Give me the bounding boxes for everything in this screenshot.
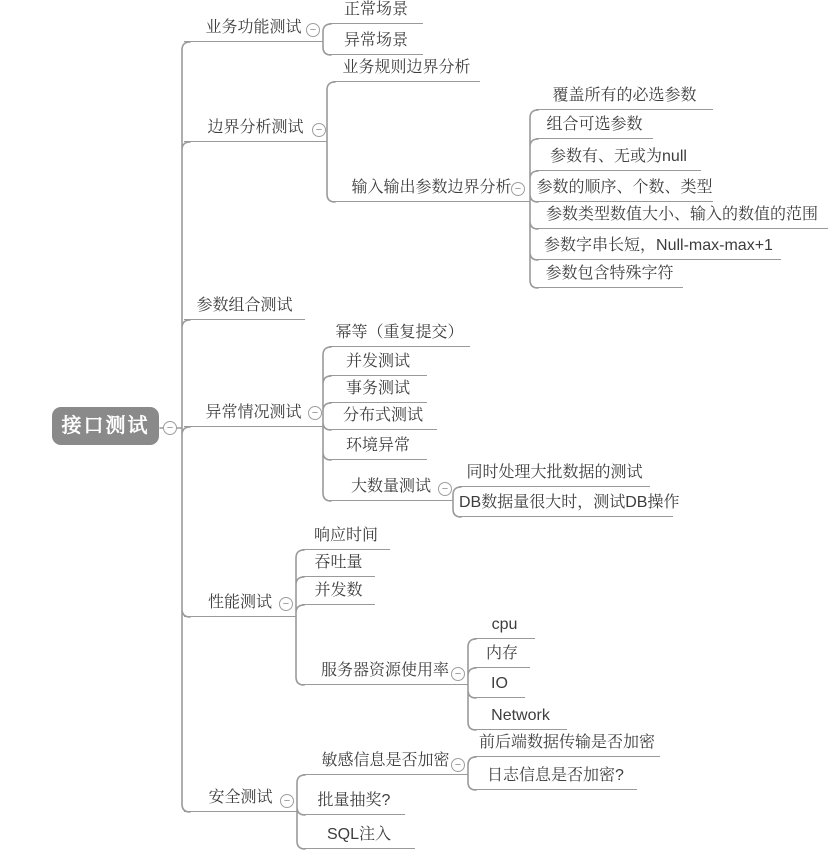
leaf-io[interactable]: IO xyxy=(474,672,525,698)
node-io-param-boundary[interactable]: 输入输出参数边界分析 xyxy=(333,176,530,202)
topic-param-combination-test[interactable]: 参数组合测试 xyxy=(184,294,305,320)
leaf-cover-required-params[interactable]: 覆盖所有的必选参数 xyxy=(536,84,713,110)
collapse-badge-security[interactable]: − xyxy=(280,794,294,808)
leaf-transport-encryption[interactable]: 前后端数据传输是否加密 xyxy=(474,731,660,757)
leaf-param-string-length[interactable]: 参数字串长短，Null-max-max+1 xyxy=(536,234,781,260)
leaf-memory[interactable]: 内存 xyxy=(474,642,530,668)
leaf-environment-exception[interactable]: 环境异常 xyxy=(329,434,427,460)
leaf-network[interactable]: Network xyxy=(474,704,567,730)
leaf-concurrency-count[interactable]: 并发数 xyxy=(302,579,375,605)
collapse-badge-root[interactable]: − xyxy=(163,421,177,435)
leaf-concurrency-test[interactable]: 并发测试 xyxy=(329,350,427,376)
collapse-badge-big-data[interactable]: − xyxy=(438,482,452,496)
leaf-batch-lottery[interactable]: 批量抽奖? xyxy=(303,789,405,815)
leaf-param-null[interactable]: 参数有、无或为null xyxy=(536,145,701,171)
collapse-badge-boundary-analysis[interactable]: − xyxy=(312,123,326,137)
collapse-badge-io-param-boundary[interactable]: − xyxy=(511,182,525,196)
leaf-throughput[interactable]: 吞吐量 xyxy=(302,551,375,577)
collapse-badge-business-function[interactable]: − xyxy=(306,23,320,37)
root-topic[interactable]: 接口测试 xyxy=(52,407,159,445)
leaf-normal-scenario[interactable]: 正常场景 xyxy=(329,0,423,24)
collapse-badge-server-resource[interactable]: − xyxy=(451,667,465,681)
leaf-cpu[interactable]: cpu xyxy=(474,613,535,639)
leaf-sql-injection[interactable]: SQL注入 xyxy=(303,823,415,849)
leaf-param-special-chars[interactable]: 参数包含特殊字符 xyxy=(536,262,683,288)
collapse-badge-sensitive-info[interactable]: − xyxy=(451,758,465,772)
leaf-batch-data-processing[interactable]: 同时处理大批数据的测试 xyxy=(459,461,650,487)
topic-performance-test[interactable]: 性能测试 xyxy=(184,591,296,617)
node-sensitive-info-encryption[interactable]: 敏感信息是否加密 xyxy=(303,749,468,775)
topic-boundary-analysis-test[interactable]: 边界分析测试 xyxy=(184,116,327,142)
leaf-db-operation-test[interactable]: DB数据量很大时，测试DB操作 xyxy=(459,491,673,517)
topic-exception-test[interactable]: 异常情况测试 xyxy=(184,401,323,427)
leaf-idempotent[interactable]: 幂等（重复提交） xyxy=(329,321,470,347)
leaf-log-encryption[interactable]: 日志信息是否加密? xyxy=(474,764,637,790)
leaf-param-order-count-type[interactable]: 参数的顺序、个数、类型 xyxy=(536,176,713,202)
leaf-transaction-test[interactable]: 事务测试 xyxy=(329,377,427,403)
topic-business-function-test[interactable]: 业务功能测试 xyxy=(184,16,323,42)
collapse-badge-exception[interactable]: − xyxy=(308,406,322,420)
node-server-resource-usage[interactable]: 服务器资源使用率 xyxy=(302,659,468,685)
topic-security-test[interactable]: 安全测试 xyxy=(184,786,297,812)
leaf-distributed-test[interactable]: 分布式测试 xyxy=(329,404,437,430)
collapse-badge-performance[interactable]: − xyxy=(279,597,293,611)
node-business-rule-boundary[interactable]: 业务规则边界分析 xyxy=(333,56,480,82)
leaf-param-value-range[interactable]: 参数类型数值大小、输入的数值的范围 xyxy=(536,203,828,229)
leaf-combine-optional-params[interactable]: 组合可选参数 xyxy=(536,113,653,139)
leaf-response-time[interactable]: 响应时间 xyxy=(302,524,390,550)
leaf-abnormal-scenario[interactable]: 异常场景 xyxy=(329,29,423,55)
node-big-data-test[interactable]: 大数量测试 xyxy=(329,475,453,501)
